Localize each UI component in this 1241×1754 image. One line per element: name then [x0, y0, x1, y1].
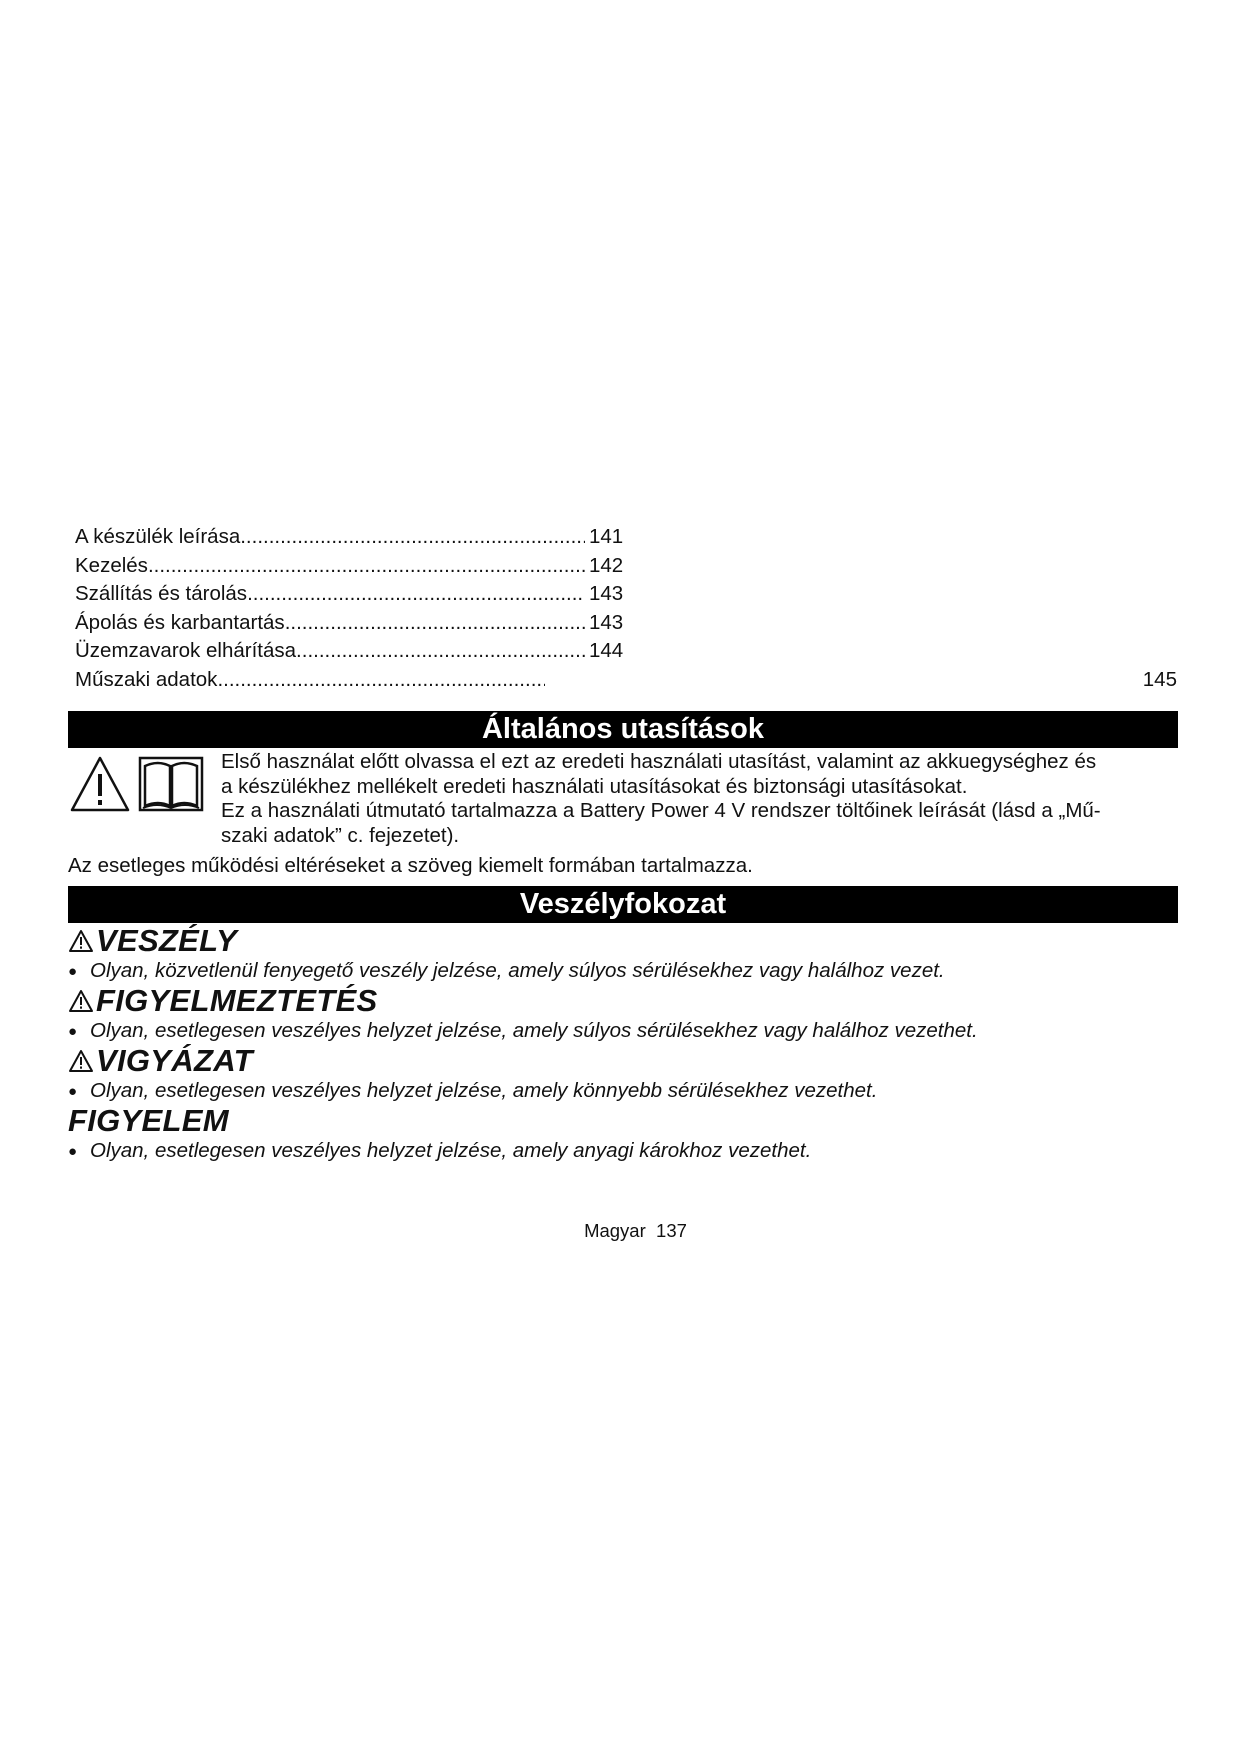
- toc-entry-page: 145: [1142, 667, 1177, 691]
- toc-entry-title: Műszaki adatok: [75, 667, 218, 691]
- toc-entry[interactable]: [75, 523, 1177, 552]
- bullet: ●: [68, 1083, 78, 1100]
- bullet: ●: [68, 1143, 78, 1160]
- hazard-level-title: FIGYELMEZTETÉS: [96, 983, 378, 1018]
- warning-triangle-icon: [68, 929, 94, 953]
- warning-triangle-icon: [68, 989, 94, 1013]
- toc-entry-title: Kezelés: [75, 553, 148, 577]
- footer-language: Magyar: [584, 1220, 646, 1241]
- toc-entry-page: 141: [589, 525, 624, 548]
- section-heading-general: Általános utasítások: [68, 711, 1178, 748]
- toc-entry-title: Üzemzavarok elhárítása: [75, 639, 297, 663]
- manual-book-icon: [140, 758, 202, 810]
- hazard-level-danger: [68, 924, 1178, 985]
- intro-line: szaki adatok” c. fejezetet).: [221, 823, 460, 847]
- toc-entry-title: Szállítás és tárolás: [75, 582, 248, 606]
- intro-text: [221, 750, 1181, 848]
- toc-entry-page: 143: [589, 610, 624, 634]
- hazard-level-description: Olyan, esetlegesen veszélyes helyzet jelzése, amely könnyebb sérülésekhez vezethet.: [90, 1079, 878, 1102]
- section-heading-hazard-levels: Veszélyfokozat: [68, 886, 1178, 923]
- intro-line: Ez a használati útmutató tartalmazza a Battery Power 4 V rendszer töltőinek leírását (lásd a „Mű-: [221, 799, 1101, 822]
- hazard-level-description: Olyan, esetlegesen veszélyes helyzet jelzése, amely súlyos sérülésekhez vagy halálhoz vezethet.: [90, 1019, 978, 1042]
- warning-triangle-icon: [72, 758, 128, 810]
- toc-entry-page: 142: [589, 553, 624, 577]
- bullet: ●: [68, 1023, 78, 1040]
- hazard-level-title: VIGYÁZAT: [96, 1043, 253, 1078]
- toc-entry[interactable]: [75, 552, 1177, 581]
- hazard-level-title: VESZÉLY: [96, 923, 238, 958]
- hazard-level-description: Olyan, esetlegesen veszélyes helyzet jelzése, amely anyagi károkhoz vezethet.: [90, 1139, 812, 1162]
- hazard-level-warning: [68, 984, 1178, 1045]
- hazard-level-title: FIGYELEM: [68, 1103, 229, 1138]
- toc-entry[interactable]: [75, 580, 1177, 609]
- toc-entry-page: 144: [589, 639, 624, 663]
- toc-entry-title: Ápolás és karbantartás: [75, 610, 285, 634]
- table-of-contents: [75, 523, 1177, 695]
- toc-entry[interactable]: [75, 666, 1177, 695]
- bullet: ●: [68, 963, 78, 980]
- hazard-level-caution: [68, 1044, 1178, 1105]
- warning-triangle-icon: [68, 1049, 94, 1073]
- intro-line: Első használat előtt olvassa el ezt az eredeti használati utasítást, valamint az akkuegységhez és: [221, 750, 1097, 773]
- toc-entry-title: A készülék leírása: [75, 525, 241, 548]
- toc-entry-page: 143: [589, 582, 624, 606]
- toc-entry[interactable]: [75, 609, 1177, 638]
- footer-page-number: 137: [656, 1220, 687, 1241]
- safety-icons: [70, 756, 204, 812]
- toc-entry[interactable]: [75, 637, 1177, 666]
- deviation-note: Az esetleges működési eltéréseket a szöveg kiemelt formában tartalmazza.: [68, 854, 753, 877]
- hazard-level-description: Olyan, közvetlenül fenyegető veszély jelzése, amely súlyos sérülésekhez vagy halálhoz vezet.: [90, 959, 945, 982]
- hazard-level-notice: [68, 1104, 1178, 1165]
- intro-line: a készülékhez mellékelt eredeti használati utasításokat és biztonsági utasításokat.: [221, 774, 968, 798]
- page-footer: [0, 1219, 1241, 1243]
